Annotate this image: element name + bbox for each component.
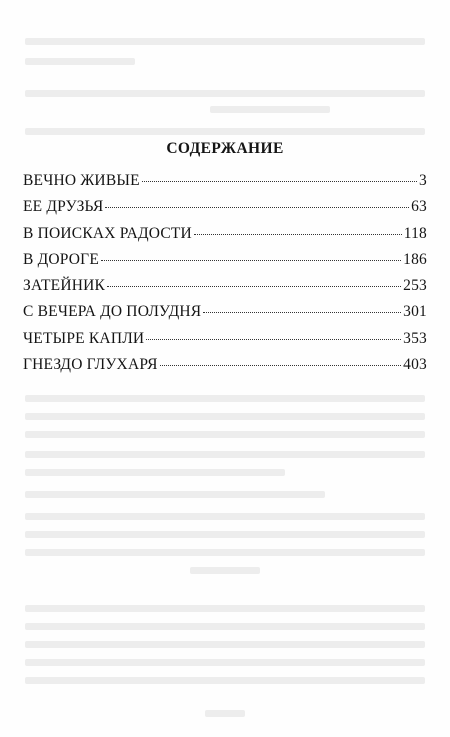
dot-leader	[146, 339, 401, 340]
dot-leader	[105, 207, 409, 208]
show-through-line	[25, 677, 425, 684]
dot-leader	[160, 365, 401, 366]
toc-entry-page: 353	[403, 329, 427, 347]
toc-entry-page: 403	[403, 356, 427, 374]
dot-leader	[142, 181, 417, 182]
toc-entry[interactable]	[23, 303, 427, 329]
toc-entry[interactable]	[23, 225, 427, 251]
toc-entry[interactable]	[23, 277, 427, 303]
toc-entry-title: С ВЕЧЕРА ДО ПОЛУДНЯ	[23, 303, 202, 321]
toc-entry-page: 253	[403, 277, 427, 295]
dot-leader	[107, 286, 401, 287]
show-through-line	[210, 106, 330, 113]
toc-entry-title: ВЕЧНО ЖИВЫЕ	[23, 172, 140, 189]
toc-entry[interactable]	[23, 251, 427, 277]
toc-entry[interactable]	[23, 198, 427, 224]
show-through-line	[25, 605, 425, 612]
show-through-line	[205, 710, 245, 717]
toc-entry-page: 63	[411, 198, 427, 216]
toc-entry-page: 118	[403, 224, 427, 242]
dot-leader	[101, 260, 401, 261]
toc-entry-title: В ДОРОГЕ	[23, 250, 100, 268]
contents-heading: СОДЕРЖАНИЕ	[166, 140, 284, 157]
show-through-line	[25, 395, 425, 402]
show-through-line	[25, 641, 425, 648]
show-through-line	[25, 491, 325, 498]
toc-entry-title: ЧЕТЫРЕ КАПЛИ	[23, 329, 145, 347]
show-through-line	[25, 549, 425, 556]
show-through-line	[25, 659, 425, 666]
show-through-line	[25, 623, 425, 630]
toc-entry-page: 3	[419, 172, 427, 189]
toc-entry-title: ГНЕЗДО ГЛУХАРЯ	[23, 356, 158, 374]
show-through-line	[25, 469, 285, 476]
toc-entry[interactable]	[23, 330, 427, 356]
show-through-line	[25, 413, 425, 420]
show-through-line	[25, 128, 425, 135]
show-through-line	[25, 431, 425, 438]
show-through-line	[25, 451, 425, 458]
toc-entry-page: 301	[403, 303, 427, 321]
toc-entry-title: ЗАТЕЙНИК	[23, 277, 106, 295]
dot-leader	[194, 234, 402, 235]
table-of-contents	[23, 172, 427, 382]
show-through-line	[190, 567, 260, 574]
show-through-line	[25, 531, 425, 538]
toc-entry[interactable]	[23, 356, 427, 382]
show-through-line	[25, 513, 425, 520]
show-through-line	[25, 58, 135, 65]
toc-entry-title: ЕЕ ДРУЗЬЯ	[23, 198, 104, 216]
toc-entry-page: 186	[403, 250, 427, 268]
show-through-line	[25, 38, 425, 45]
toc-entry[interactable]	[23, 172, 427, 198]
dot-leader	[203, 312, 401, 313]
show-through-line	[25, 90, 425, 97]
toc-entry-title: В ПОИСКАХ РАДОСТИ	[23, 224, 192, 242]
